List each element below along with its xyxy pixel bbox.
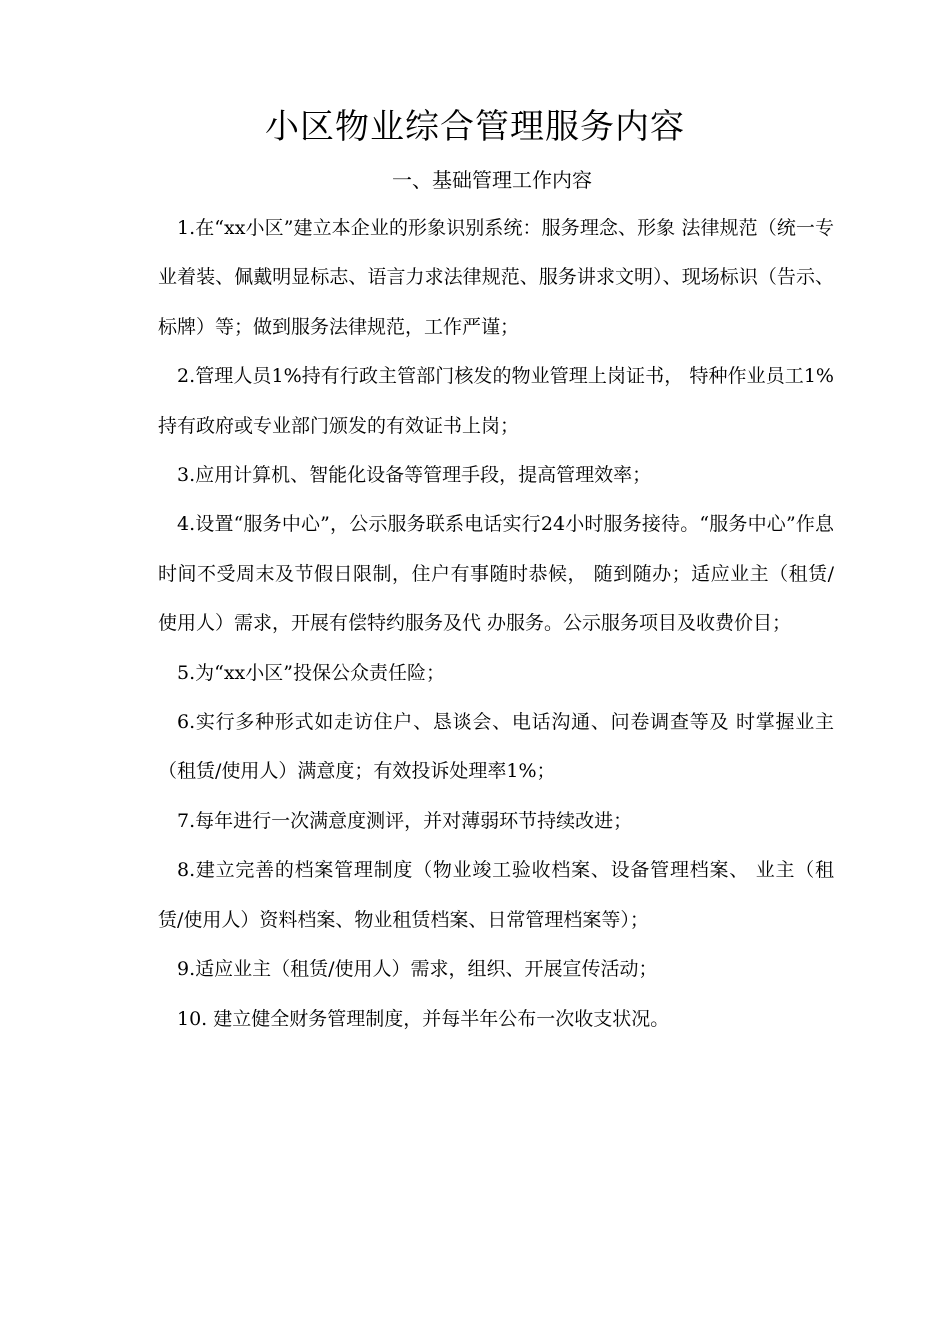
paragraph-3: 3.应用计算机、智能化设备等管理手段，提高管理效率； — [177, 464, 652, 487]
paragraph-1: 1.在“xx小区”建立本企业的形象识别系统：服务理念、形象 法律规范（统一专业着装、佩戴明显标志、语言力求法律规范、服务讲求文明）、现场标识（告示、标牌）等；做到服务法律规范，工作严谨； — [158, 217, 834, 338]
document-body — [158, 204, 834, 1044]
paragraph-5: 5.为“xx小区”投保公众责任险； — [177, 661, 445, 684]
document-title: 小区物业综合管理服务内容 — [265, 107, 685, 147]
paragraph-10: 10. 建立健全财务管理制度，并每半年公布一次收支状况。 — [177, 1007, 670, 1030]
section-heading: 一、基础管理工作内容 — [392, 168, 592, 192]
paragraph-8: 8.建立完善的档案管理制度（物业竣工验收档案、设备管理档案、 业主（租赁/使用人）资料档案、物业租赁档案、日常管理档案等）； — [158, 859, 834, 931]
paragraph-4: 4.设置“服务中心”，公示服务联系电话实行24小时服务接待。“服务中心”作息时间不受周末及节假日限制，住户有事随时恭候， 随到随办；适应业主（租赁/使用人）需求，开展有偿特约服务及代 办服务。公示服务项目及收费价目； — [158, 513, 834, 635]
paragraph-9: 9.适应业主（租赁/使用人）需求，组织、开展宣传活动； — [177, 958, 658, 981]
paragraph-6: 6.实行多种形式如走访住户、恳谈会、电话沟通、问卷调查等及 时掌握业主（租赁/使用人）满意度；有效投诉处理率1%； — [158, 711, 834, 783]
paragraph-2: 2.管理人员1%持有行政主管部门核发的物业管理上岗证书， 特种作业员工1%持有政府或专业部门颁发的有效证书上岗； — [158, 365, 834, 437]
paragraph-7: 7.每年进行一次满意度测评，并对薄弱环节持续改进； — [177, 809, 633, 832]
